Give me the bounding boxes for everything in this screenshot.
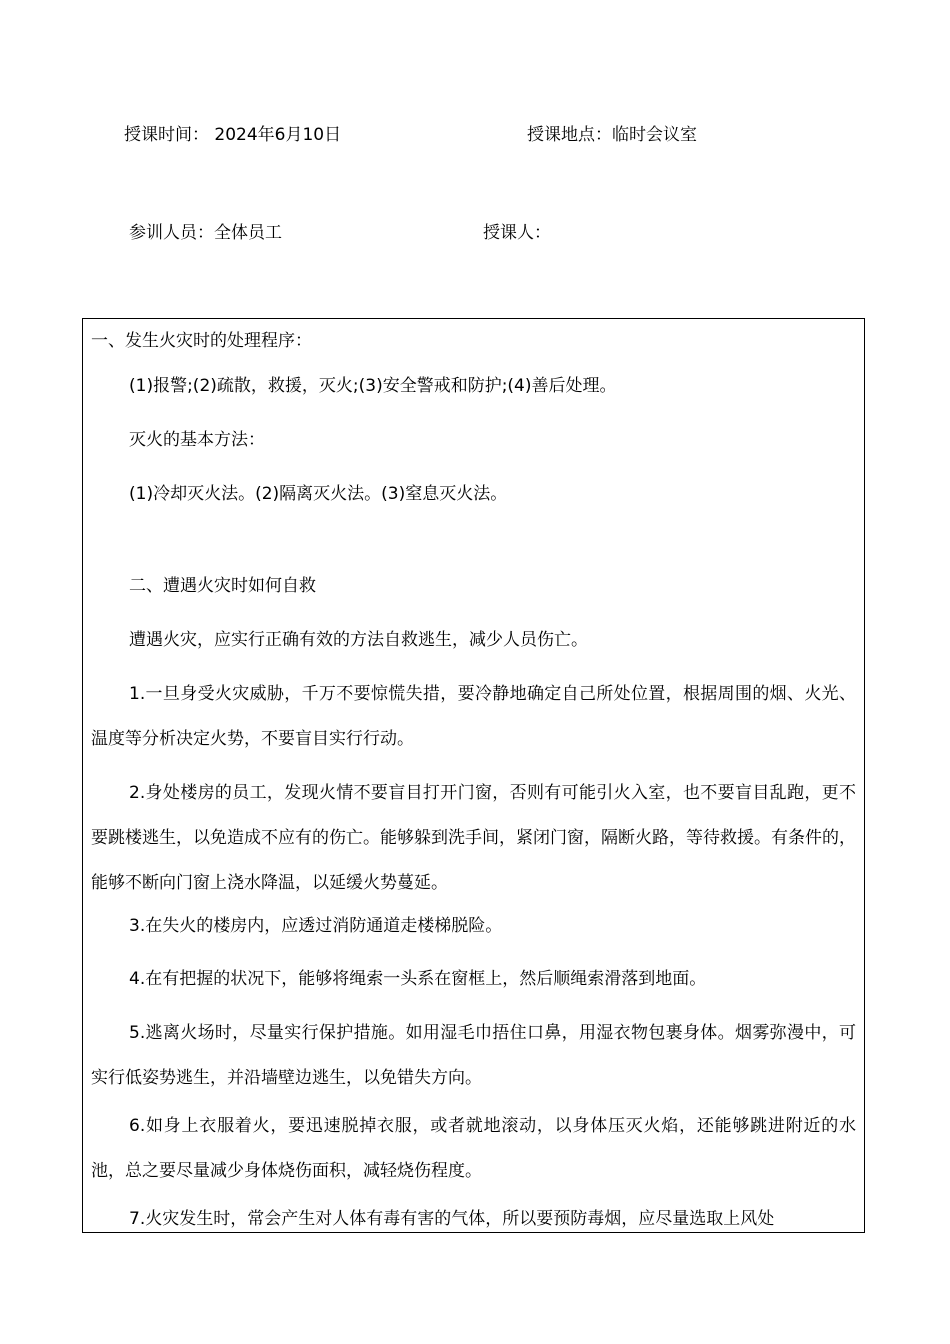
section2-intro: 遭遇火灾，应实行正确有效的方法自救逃生，减少人员伤亡。 bbox=[129, 630, 588, 650]
list-item-7: 7.火灾发生时，常会产生对人体有毒有害的气体，所以要预防毒烟，应尽量选取上风处 bbox=[129, 1209, 775, 1229]
list-item-4: 4.在有把握的状况下，能够将绳索一头系在窗框上，然后顺绳索滑落到地面。 bbox=[129, 969, 707, 989]
methods-list: (1)冷却灭火法。(2)隔离灭火法。(3)窒息灭火法。 bbox=[129, 484, 508, 504]
list-item-1: 1.一旦身受火灾威胁，千万不要惊慌失措，要冷静地确定自己所处位置，根据周围的烟、火光、温度等分析决定火势，不要盲目实行行动。 bbox=[91, 684, 856, 749]
participants: 参训人员：全体员工 bbox=[129, 223, 282, 243]
section1-title: 一、发生火灾时的处理程序： bbox=[91, 331, 312, 351]
lesson-time: 授课时间： 2024年6月10日 bbox=[124, 125, 342, 145]
list-item-5: 5.逃离火场时，尽量实行保护措施。如用湿毛巾捂住口鼻，用湿衣物包裹身体。烟雾弥漫中，可实行低姿势逃生，并沿墙壁边逃生，以免错失方向。 bbox=[91, 1023, 856, 1088]
lesson-place: 授课地点：临时会议室 bbox=[527, 125, 697, 145]
list-item-2: 2.身处楼房的员工，发现火情不要盲目打开门窗，否则有可能引火入室，也不要盲目乱跑，更不要跳楼逃生，以免造成不应有的伤亡。能够躲到洗手间，紧闭门窗，隔断火路，等待救援。有条件的，能够不断向门窗上浇水降温，以延缓火势蔓延。 bbox=[91, 783, 856, 893]
list-item-3: 3.在失火的楼房内，应透过消防通道走楼梯脱险。 bbox=[129, 916, 503, 936]
lecturer: 授课人： bbox=[483, 223, 551, 243]
list-item-6: 6.如身上衣服着火，要迅速脱掉衣服，或者就地滚动，以身体压灭火焰，还能够跳进附近的水池，总之要尽量减少身体烧伤面积，减轻烧伤程度。 bbox=[91, 1116, 856, 1181]
section1-steps: (1)报警;(2)疏散，救援，灭火;(3)安全警戒和防护;(4)善后处理。 bbox=[129, 376, 617, 396]
content-box bbox=[82, 318, 865, 1233]
methods-title: 灭火的基本方法： bbox=[129, 430, 265, 450]
section2-title: 二、遭遇火灾时如何自救 bbox=[129, 576, 316, 596]
